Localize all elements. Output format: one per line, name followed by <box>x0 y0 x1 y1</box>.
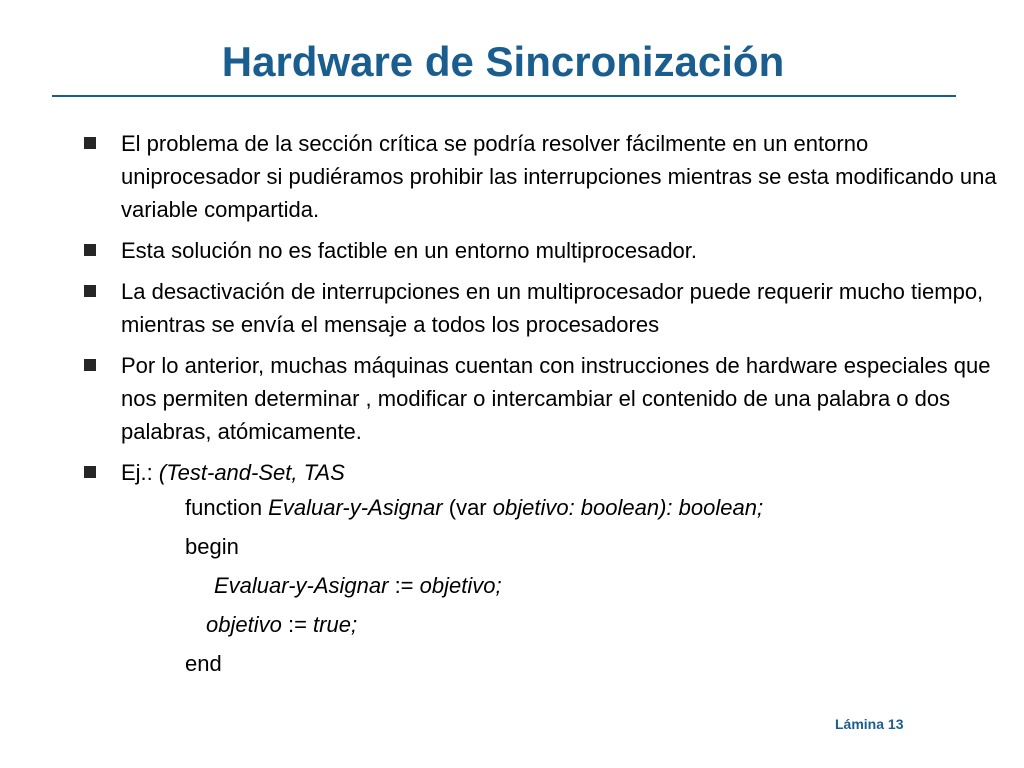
slide-number: Lámina 13 <box>835 716 904 732</box>
code-begin: begin <box>185 534 239 559</box>
code-line-begin <box>185 527 763 566</box>
bullet-text: La desactivación de interrupciones en un multiprocesador puede requerir mucho tiempo, mientras se envía el mensaje a todos los procesadores <box>121 279 984 337</box>
code-line-assign-1 <box>185 566 763 605</box>
bullet-text: El problema de la sección crítica se podría resolver fácilmente en un entorno uniprocesador si pudiéramos prohibir las interrupciones mientras se esta modificando una variable compartida. <box>121 131 997 222</box>
bullet-item <box>84 234 1004 267</box>
code-end: end <box>185 651 222 676</box>
code-keyword: function <box>185 495 269 520</box>
code-operator: := <box>388 573 420 598</box>
example-prefix: Ej.: <box>121 460 159 485</box>
code-rhs: true; <box>313 612 358 637</box>
square-bullet-icon <box>84 137 96 149</box>
code-lhs: Evaluar-y-Asignar <box>214 573 389 598</box>
code-operator: := <box>281 612 314 637</box>
code-params-open: (var <box>442 495 493 520</box>
bullet-item <box>84 127 1004 226</box>
square-bullet-icon <box>84 244 96 256</box>
square-bullet-icon <box>84 285 96 297</box>
code-block <box>185 488 763 683</box>
example-italic: (Test-and-Set, TAS <box>158 460 345 485</box>
bullet-item <box>84 349 1004 448</box>
slide-title: Hardware de Sincronización <box>221 38 785 85</box>
code-lhs: objetivo <box>206 612 282 637</box>
bullet-text: Por lo anterior, muchas máquinas cuentan con instrucciones de hardware especiales que nos permiten determinar , modificar o intercambiar el contenido de una palabra o dos palabras, atómicamente. <box>121 353 991 444</box>
bullet-text: Esta solución no es factible en un entorno multiprocesador. <box>121 238 698 263</box>
bullet-list <box>84 127 1004 497</box>
code-line-function <box>185 488 763 527</box>
code-line-assign-2 <box>185 605 763 644</box>
square-bullet-icon <box>84 466 96 478</box>
code-signature: objetivo: boolean): boolean; <box>492 495 764 520</box>
code-function-name: Evaluar-y-Asignar <box>268 495 443 520</box>
title-underline <box>52 95 956 97</box>
bullet-item-example <box>84 456 1004 489</box>
code-rhs: objetivo; <box>419 573 502 598</box>
bullet-item <box>84 275 1004 341</box>
square-bullet-icon <box>84 359 96 371</box>
code-line-end <box>185 644 763 683</box>
